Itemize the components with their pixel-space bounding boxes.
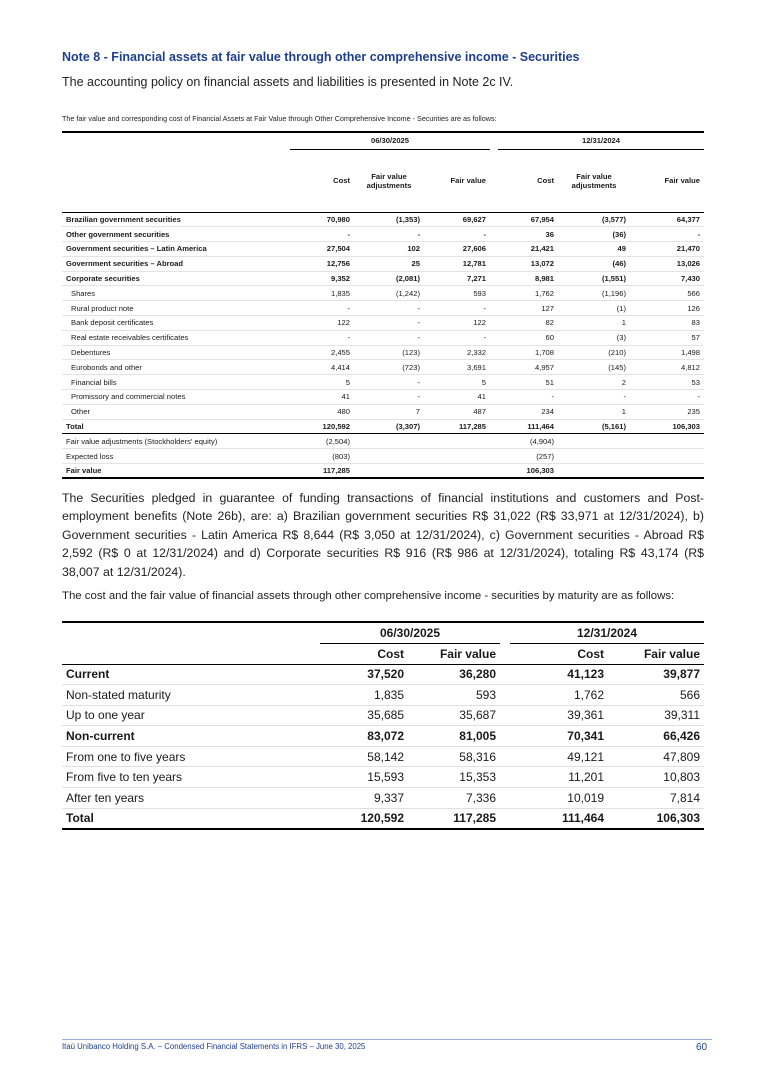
table-cell: 66,426	[608, 726, 704, 747]
table1-col-header: Fair value	[424, 149, 490, 212]
table-cell: 593	[408, 685, 500, 706]
table-cell: 57	[630, 330, 704, 345]
table-cell: 36,280	[408, 664, 500, 685]
table-cell: -	[354, 227, 424, 242]
table2-period-2: 12/31/2024	[510, 622, 704, 643]
intro-text: The accounting policy on financial assets and liabilities is presented in Note 2c IV.	[62, 75, 514, 89]
table-cell: 27,504	[290, 242, 354, 257]
table-cell: 1,835	[320, 685, 408, 706]
table-cell: 235	[630, 404, 704, 419]
table-cell: 39,311	[608, 705, 704, 726]
row-label: Government securities – Abroad	[62, 256, 290, 271]
table-cell: 53	[630, 375, 704, 390]
row-label: Rural product note	[62, 301, 290, 316]
table-cell: 10,803	[608, 767, 704, 788]
table-cell: 69,627	[424, 212, 490, 227]
table-cell: 106,303	[498, 464, 558, 479]
table-cell: (1,551)	[558, 271, 630, 286]
table-row	[62, 360, 704, 375]
table-cell: (803)	[290, 449, 354, 464]
table-cell: 117,285	[424, 419, 490, 434]
row-label: Expected loss	[62, 449, 290, 464]
table-cell: -	[424, 330, 490, 345]
table-cell: -	[630, 390, 704, 405]
row-label: Shares	[62, 286, 290, 301]
row-label: From five to ten years	[62, 767, 320, 788]
table1-col-header: Cost	[290, 149, 354, 212]
table-row	[62, 434, 704, 449]
footer-text: Itaú Unibanco Holding S.A. – Condensed Financial Statements in IFRS – June 30, 2025	[62, 1042, 366, 1051]
table-cell: 111,464	[510, 808, 608, 829]
table-cell: 2	[558, 375, 630, 390]
table-cell: 480	[290, 404, 354, 419]
table-cell: 1	[558, 404, 630, 419]
table-cell: (1,196)	[558, 286, 630, 301]
table-cell: 5	[290, 375, 354, 390]
table-cell: 15,593	[320, 767, 408, 788]
table-cell: 67,954	[498, 212, 558, 227]
pledged-securities-paragraph: The Securities pledged in guarantee of funding transactions of financial institutions and customers and Post-employment benefits (Note 26b), are: a) Brazilian government securities R$ 31,022 (R$ 33,971 at 12/31/2024), b) Government securities - Latin America R$ 8,644 (R$ 3,050 at 12/31/2024), c) Government securities - Abroad R$ 2,592 (R$ 0 at 12/31/2024) and d) Corporate securities R$ 916 (R$ 986 at 12/31/2024), totaling R$ 43,174 (R$ 38,007 at 12/31/2024).	[62, 491, 704, 579]
table-cell: 58,142	[320, 746, 408, 767]
table-cell: -	[498, 390, 558, 405]
table-cell: 81,005	[408, 726, 500, 747]
table-row	[62, 242, 704, 257]
table-cell: 13,026	[630, 256, 704, 271]
table-row	[62, 375, 704, 390]
table-cell: 15,353	[408, 767, 500, 788]
table-cell: -	[424, 301, 490, 316]
table1-caption: The fair value and corresponding cost of Financial Assets at Fair Value through Other Comprehensive Income - Securities are as follows:	[62, 114, 497, 123]
footer-divider	[62, 1039, 712, 1040]
table-cell: 10,019	[510, 788, 608, 809]
table-cell: 39,877	[608, 664, 704, 685]
row-label: Brazilian government securities	[62, 212, 290, 227]
table-cell: 1	[558, 316, 630, 331]
table-cell	[630, 464, 704, 479]
row-label: Bank deposit certificates	[62, 316, 290, 331]
table-cell: 126	[630, 301, 704, 316]
page-number: 60	[696, 1042, 708, 1053]
table-cell: -	[354, 316, 424, 331]
row-label: Current	[62, 664, 320, 685]
table-cell: -	[424, 227, 490, 242]
table-cell	[354, 464, 424, 479]
table-cell: 111,464	[498, 419, 558, 434]
table-row	[62, 301, 704, 316]
table-cell: (1)	[558, 301, 630, 316]
table-cell: 25	[354, 256, 424, 271]
table1-col-header: Cost	[498, 149, 558, 212]
table-cell: 4,812	[630, 360, 704, 375]
row-label: Up to one year	[62, 705, 320, 726]
table-cell	[424, 464, 490, 479]
table-row	[62, 767, 704, 788]
table-row	[62, 345, 704, 360]
row-label: After ten years	[62, 788, 320, 809]
table-row	[62, 808, 704, 829]
table-row	[62, 419, 704, 434]
table-cell	[424, 434, 490, 449]
row-label: Corporate securities	[62, 271, 290, 286]
table-cell: 64,377	[630, 212, 704, 227]
table-cell: 1,498	[630, 345, 704, 360]
table-cell: (2,081)	[354, 271, 424, 286]
table-row	[62, 212, 704, 227]
table-cell: 1,762	[498, 286, 558, 301]
table-cell: 12,781	[424, 256, 490, 271]
row-label: From one to five years	[62, 746, 320, 767]
table2-caption: The cost and the fair value of financial assets through other comprehensive income - securities by maturity are as follows:	[62, 590, 675, 602]
table-cell: 49,121	[510, 746, 608, 767]
table-cell: 234	[498, 404, 558, 419]
table-cell: 106,303	[608, 808, 704, 829]
table-cell: 7,430	[630, 271, 704, 286]
table-cell: 1,762	[510, 685, 608, 706]
table-cell: 58,316	[408, 746, 500, 767]
table-cell: 566	[630, 286, 704, 301]
table-cell: (2,504)	[290, 434, 354, 449]
table-cell: 120,592	[320, 808, 408, 829]
table-cell: (1,353)	[354, 212, 424, 227]
table-cell: 120,592	[290, 419, 354, 434]
table-cell: 9,337	[320, 788, 408, 809]
table-row	[62, 685, 704, 706]
table-cell: (257)	[498, 449, 558, 464]
row-label: Non-current	[62, 726, 320, 747]
table2-col-header: Cost	[510, 643, 608, 664]
table-cell: 37,520	[320, 664, 408, 685]
table-cell: -	[354, 375, 424, 390]
table-cell: 35,685	[320, 705, 408, 726]
table-cell: (4,904)	[498, 434, 558, 449]
table-cell	[354, 434, 424, 449]
table-cell: -	[354, 390, 424, 405]
table2-col-header: Fair value	[608, 643, 704, 664]
table-row	[62, 788, 704, 809]
table-cell: 11,201	[510, 767, 608, 788]
row-label: Total	[62, 808, 320, 829]
row-label: Fair value	[62, 464, 290, 479]
table-row	[62, 227, 704, 242]
table-cell: 83,072	[320, 726, 408, 747]
table-cell: 117,285	[290, 464, 354, 479]
table-row	[62, 256, 704, 271]
table-cell: 1,708	[498, 345, 558, 360]
table-cell	[558, 449, 630, 464]
table2-col-header: Fair value	[408, 643, 500, 664]
table-cell: 127	[498, 301, 558, 316]
table-cell: 83	[630, 316, 704, 331]
table-row	[62, 726, 704, 747]
table2-col-header: Cost	[320, 643, 408, 664]
table-cell: 35,687	[408, 705, 500, 726]
table-cell: (3,577)	[558, 212, 630, 227]
row-label: Other government securities	[62, 227, 290, 242]
table-cell: 9,352	[290, 271, 354, 286]
table-cell	[630, 434, 704, 449]
table-cell: 21,421	[498, 242, 558, 257]
table-cell: 49	[558, 242, 630, 257]
table-cell	[558, 464, 630, 479]
table-cell: (145)	[558, 360, 630, 375]
row-label: Fair value adjustments (Stockholders' equity)	[62, 434, 290, 449]
table1-col-header: Fair value adjustments	[354, 149, 424, 212]
table-cell: 106,303	[630, 419, 704, 434]
table-cell: -	[354, 301, 424, 316]
table-cell	[630, 449, 704, 464]
table-cell: 2,455	[290, 345, 354, 360]
table-cell: 122	[424, 316, 490, 331]
table-cell: 39,361	[510, 705, 608, 726]
table-row	[62, 449, 704, 464]
table-cell: 12,756	[290, 256, 354, 271]
table-cell: (123)	[354, 345, 424, 360]
table-cell	[424, 449, 490, 464]
table-cell: (5,161)	[558, 419, 630, 434]
table-cell: 1,835	[290, 286, 354, 301]
table-cell: 5	[424, 375, 490, 390]
table-cell: 593	[424, 286, 490, 301]
table-cell: (3)	[558, 330, 630, 345]
row-label: Total	[62, 419, 290, 434]
table-cell: (3,307)	[354, 419, 424, 434]
table-cell: 7,271	[424, 271, 490, 286]
table-cell: 3,691	[424, 360, 490, 375]
table-cell: 36	[498, 227, 558, 242]
note-title: Note 8 - Financial assets at fair value through other comprehensive income - Securities	[62, 50, 580, 64]
row-label: Government securities – Latin America	[62, 242, 290, 257]
table-cell: -	[630, 227, 704, 242]
table-cell: 7	[354, 404, 424, 419]
table-cell: 7,814	[608, 788, 704, 809]
table1-col-header: Fair value adjustments	[558, 149, 630, 212]
table-cell: 82	[498, 316, 558, 331]
table-row	[62, 664, 704, 685]
row-label: Other	[62, 404, 290, 419]
maturity-table	[62, 621, 704, 830]
fair-value-cost-table	[62, 131, 704, 479]
table-cell: 47,809	[608, 746, 704, 767]
table-cell: 13,072	[498, 256, 558, 271]
table-cell: -	[558, 390, 630, 405]
table-cell: 21,470	[630, 242, 704, 257]
table-row	[62, 404, 704, 419]
table-cell: 487	[424, 404, 490, 419]
table-cell: 41,123	[510, 664, 608, 685]
table-row	[62, 286, 704, 301]
table-row	[62, 330, 704, 345]
table-cell: 4,414	[290, 360, 354, 375]
row-label: Debentures	[62, 345, 290, 360]
row-label: Promissory and commercial notes	[62, 390, 290, 405]
table-cell: 41	[290, 390, 354, 405]
table-cell: 51	[498, 375, 558, 390]
table-cell: 8,981	[498, 271, 558, 286]
table-cell: 70,341	[510, 726, 608, 747]
table-cell: -	[290, 301, 354, 316]
table1-period-1: 06/30/2025	[290, 132, 490, 149]
table-cell	[354, 449, 424, 464]
table1-col-header: Fair value	[630, 149, 704, 212]
row-label: Real estate receivables certificates	[62, 330, 290, 345]
table-cell: 102	[354, 242, 424, 257]
table-row	[62, 464, 704, 479]
table-cell: -	[290, 330, 354, 345]
table-cell: (36)	[558, 227, 630, 242]
table-cell: (210)	[558, 345, 630, 360]
table2-period-1: 06/30/2025	[320, 622, 500, 643]
table-row	[62, 705, 704, 726]
table-row	[62, 271, 704, 286]
table-row	[62, 316, 704, 331]
table-cell: 60	[498, 330, 558, 345]
row-label: Financial bills	[62, 375, 290, 390]
table-row	[62, 746, 704, 767]
row-label: Eurobonds and other	[62, 360, 290, 375]
table-cell: 2,332	[424, 345, 490, 360]
table-cell: 566	[608, 685, 704, 706]
table-cell: 41	[424, 390, 490, 405]
table-cell: 27,606	[424, 242, 490, 257]
table-cell: (1,242)	[354, 286, 424, 301]
table-cell: 122	[290, 316, 354, 331]
table-cell: 4,957	[498, 360, 558, 375]
table-row	[62, 390, 704, 405]
table-cell: 70,980	[290, 212, 354, 227]
table-cell: 7,336	[408, 788, 500, 809]
table1-period-2: 12/31/2024	[498, 132, 704, 149]
table-cell: 117,285	[408, 808, 500, 829]
row-label: Non-stated maturity	[62, 685, 320, 706]
table-cell	[558, 434, 630, 449]
table-cell: (723)	[354, 360, 424, 375]
table-cell: (46)	[558, 256, 630, 271]
table-cell: -	[290, 227, 354, 242]
table-cell: -	[354, 330, 424, 345]
